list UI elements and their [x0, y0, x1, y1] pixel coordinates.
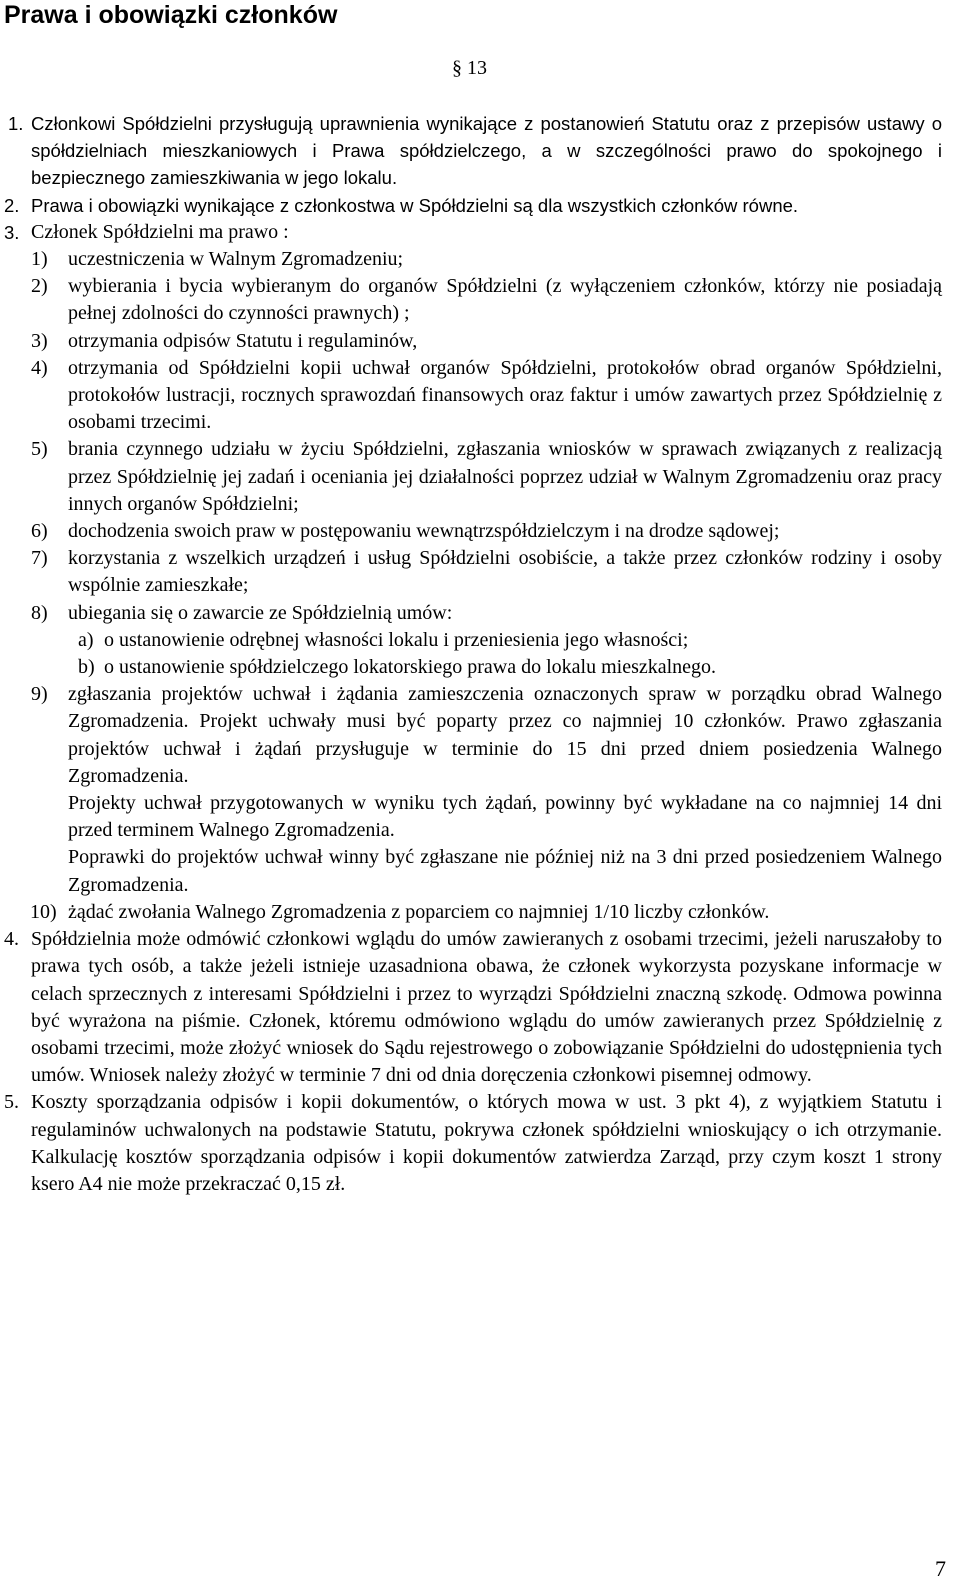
contract-text: o ustanowienie spółdzielczego lokatorskiego prawa do lokalu mieszkalnego.	[104, 656, 717, 679]
point-text: Członkowi Spółdzielni przysługują uprawnienia wynikające z postanowień Statutu oraz z przepisów ustawy o spółdzielniach mieszkaniowych i Prawa spółdzielczego, a w szczególności prawo do spokojnego i bezpiecznego zamieszkiwania w jego lokalu.	[31, 113, 942, 189]
right-item	[31, 355, 942, 437]
point-text: Koszty sporządzania odpisów i kopii dokumentów, o których mowa w ust. 3 pkt 4), z wyjątkiem Statutu i regulaminów uchwalonych na podstawie Statutu, pokrywa członek spółdzielni wnioskujący o ich otrzymanie. Kalkulację kosztów sporządzania odpisów i kopii dokumentów zatwierdza Zarząd, przy czym koszt 1 strony ksero A4 nie może przekraczać 0,15 zł.	[31, 1091, 942, 1195]
contract-item	[68, 627, 942, 654]
right-item	[31, 246, 942, 273]
point-number: 3.	[4, 221, 20, 243]
paragraph-number: § 13	[452, 57, 487, 79]
item-number: 2)	[31, 275, 48, 298]
item-number: 7)	[31, 547, 48, 570]
item-number: 6)	[31, 520, 48, 543]
right-item	[31, 273, 942, 327]
section-heading: Prawa i obowiązki członków	[4, 1, 338, 29]
point-text: Członek Spółdzielni ma prawo :	[31, 220, 289, 243]
item-number: 9)	[31, 683, 48, 706]
item-text: dochodzenia swoich praw w postępowaniu wewnątrzspółdzielczym i na drodze sądowej;	[68, 520, 780, 543]
point-text: Prawa i obowiązki wynikające z członkostwa w Spółdzielni są dla wszystkich członków równe.	[31, 194, 799, 216]
point-number: 5.	[4, 1091, 19, 1114]
point-3	[0, 219, 942, 926]
item-text: ubiegania się o zawarcie ze Spółdzielnią umów:	[68, 601, 453, 624]
page-number: 7	[935, 1556, 946, 1581]
right-item	[31, 545, 942, 599]
item-paragraph: Projekty uchwał przygotowanych w wyniku tych żądań, powinny być wykładane na co najmniej 14 dni przed terminem Walnego Zgromadzenia.	[68, 792, 942, 842]
point-4	[0, 926, 942, 1089]
item-text: żądać zwołania Walnego Zgromadzenia z poparciem co najmniej 1/10 liczby członków.	[68, 900, 770, 923]
item-number: 5)	[31, 438, 48, 461]
point-number: 2.	[4, 194, 20, 216]
item-number: 8)	[31, 601, 48, 624]
point-text: Spółdzielnia może odmówić członkowi wglądu do umów zawieranych z osobami trzecimi, jeżeli naruszałoby to prawa tych osób, a także jeżeli istnieje uzasadniona obawa, że członek wykorzysta pozyskane informacje w celach sprzecznych z interesami Spółdzielni i przez to wyrządzi Spółdzielni znaczną szkodę. Odmowa powinna być wyrażona na piśmie. Członek, któremu odmówiono wglądu do umów zawieranych przez Spółdzielnię z osobami trzecimi, może złożyć wniosek do Sądu rejestrowego o zobowiązanie Spółdzielni do udostępnienia tych umów. Wniosek należy złożyć w terminie 7 dni od dnia doręczenia członkowi pisemnej odmowy.	[31, 928, 942, 1087]
point-5	[0, 1089, 942, 1198]
item-text: otrzymania od Spółdzielni kopii uchwał organów Spółdzielni, protokołów obrad organów Spółdzielni, protokołów lustracji, rocznych sprawozdań finansowych oraz faktur i umów zawartych przez Spółdzielnię z osobami trzecimi.	[68, 356, 942, 434]
item-text: otrzymania odpisów Statutu i regulaminów,	[68, 329, 418, 352]
contract-letter: a)	[78, 628, 94, 651]
document-body	[0, 110, 960, 1198]
point-2	[0, 192, 942, 219]
contract-text: o ustanowienie odrębnej własności lokalu i przeniesienia jego własności;	[104, 628, 689, 651]
right-item	[31, 681, 942, 899]
point-1	[0, 110, 942, 192]
item-text: zgłaszania projektów uchwał i żądania zamieszczenia oznaczonych spraw w porządku obrad Walnego Zgromadzenia. Projekt uchwały musi być poparty przez co najmniej 10 członków. Prawo zgłaszania projektów uchwał i żądań przysługuje w terminie do 15 dni przed dniem posiedzenia Walnego Zgromadzenia.	[68, 683, 942, 787]
right-item	[31, 600, 942, 682]
item-text: wybierania i bycia wybieranym do organów Spółdzielni (z wyłączeniem członków, którzy nie posiadają pełnej zdolności do czynności prawnych) ;	[68, 275, 942, 325]
item-number: 1)	[31, 248, 48, 271]
item-text: uczestniczenia w Walnym Zgromadzeniu;	[68, 248, 404, 271]
item-number: 3)	[31, 329, 48, 352]
point-number: 1.	[8, 113, 24, 134]
contract-letter: b)	[78, 656, 95, 679]
item-paragraph: Poprawki do projektów uchwał winny być zgłaszane nie później niż na 3 dni przed posiedzeniem Walnego Zgromadzenia.	[68, 846, 942, 896]
right-item	[31, 899, 942, 926]
right-item	[31, 518, 942, 545]
item-text: brania czynnego udziału w życiu Spółdzielni, zgłaszania wniosków w sprawach związanych z realizacją przez Spółdzielnię jej zadań i oceniania jej działalności poprzez udział w Walnym Zgromadzeniu oraz pracy innych organów Spółdzielni;	[68, 438, 942, 515]
right-item	[31, 328, 942, 355]
item-number: 4)	[31, 356, 48, 379]
item-text: korzystania z wszelkich urządzeń i usług Spółdzielni osobiście, a także przez członków rodziny i osoby wspólnie zamieszkałe;	[68, 547, 942, 597]
point-number: 4.	[4, 928, 19, 951]
right-item	[31, 436, 942, 518]
contract-item	[68, 654, 942, 681]
item-number: 10)	[30, 900, 57, 923]
